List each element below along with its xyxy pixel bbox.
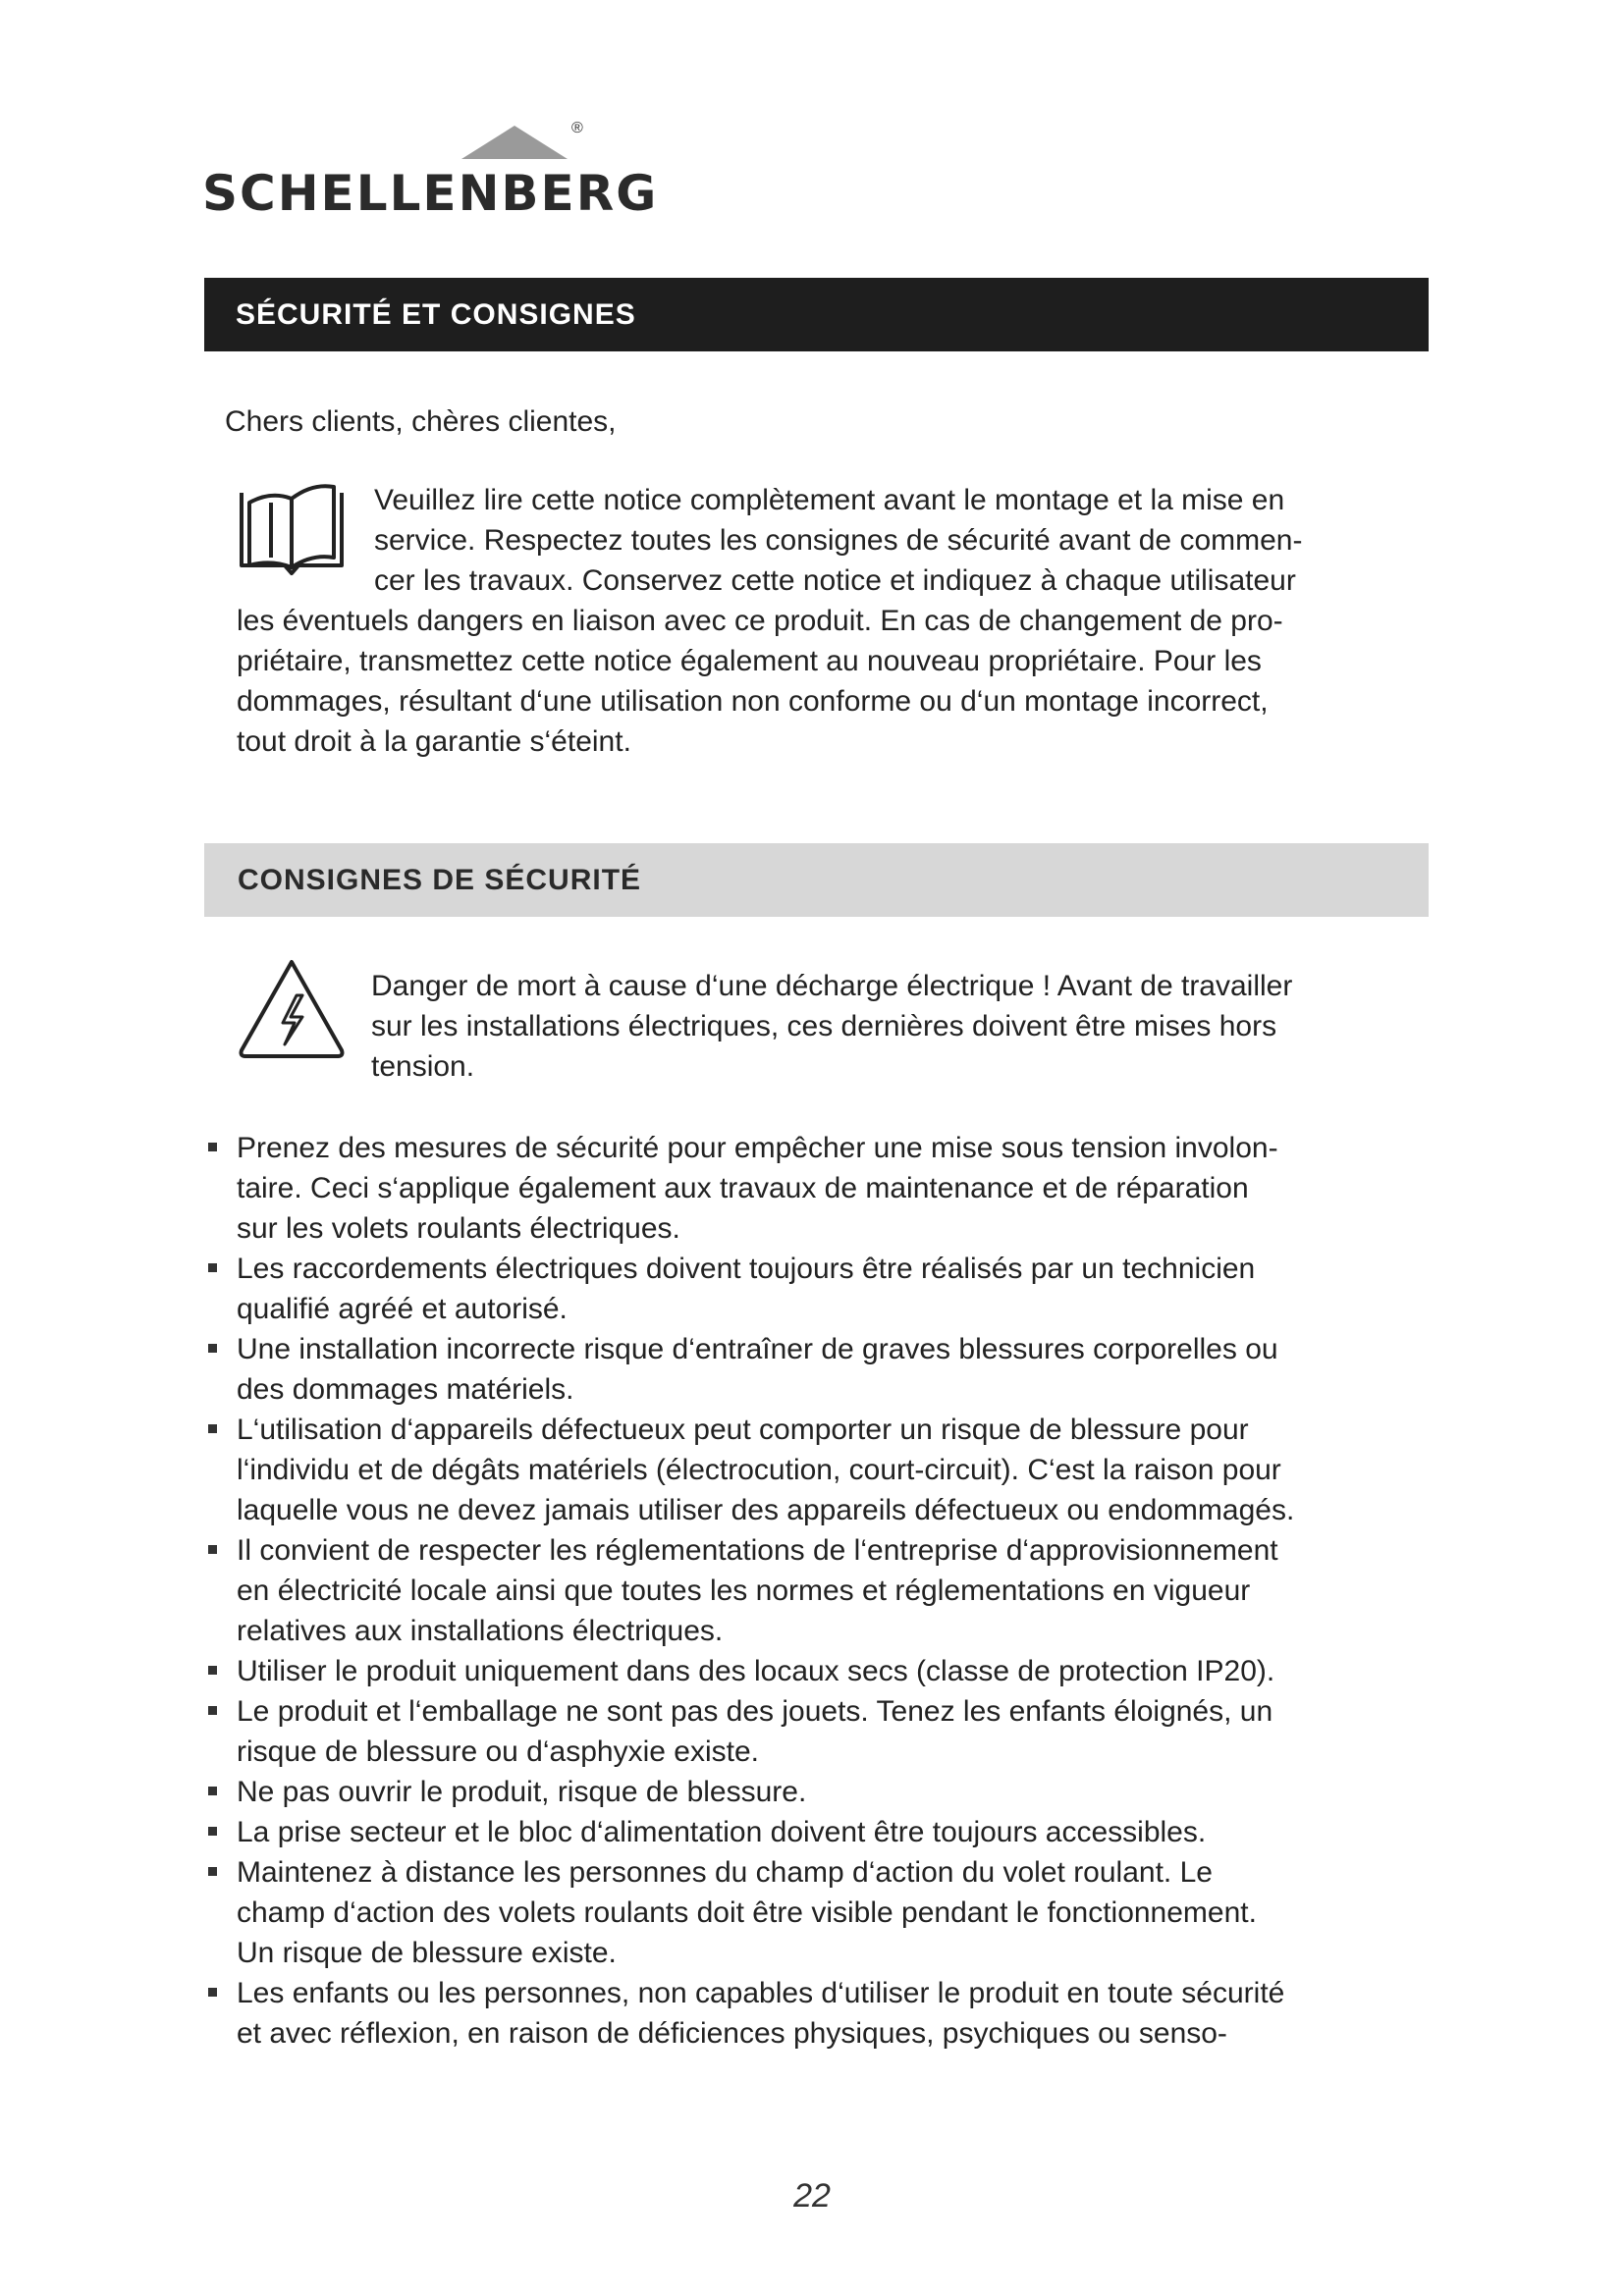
- bullet-line: La prise secteur et le bloc d‘alimentation doivent être toujours accessibles.: [237, 1816, 1207, 1848]
- intro-line: priétaire, transmettez cette notice également au nouveau propriétaire. Pour les: [237, 645, 1262, 677]
- bullet-line: Le produit et l‘emballage ne sont pas des jouets. Tenez les enfants éloignés, un: [237, 1695, 1273, 1728]
- electric-warning-icon: [234, 954, 350, 1062]
- logo-roof-icon: [461, 126, 568, 161]
- bullet-line: laquelle vous ne devez jamais utiliser des appareils défectueux ou endommagés.: [237, 1494, 1295, 1526]
- bullet-square-icon: [208, 1666, 217, 1675]
- bullet-square-icon: [208, 1988, 217, 1997]
- bullet-square-icon: [208, 1344, 217, 1353]
- bullet-line: risque de blessure ou d‘asphyxie existe.: [237, 1735, 759, 1768]
- bullet-square-icon: [208, 1424, 217, 1433]
- bullet-line: Utiliser le produit uniquement dans des locaux secs (classe de protection IP20).: [237, 1655, 1275, 1687]
- bullet-square-icon: [208, 1827, 217, 1836]
- bullet-line: en électricité locale ainsi que toutes les normes et réglementations en vigueur: [237, 1575, 1251, 1607]
- danger-line: sur les installations électriques, ces dernières doivent être mises hors: [371, 1010, 1277, 1042]
- bullet-item: [204, 1973, 1294, 2054]
- danger-line: Danger de mort à cause d‘une décharge électrique ! Avant de travailler: [371, 970, 1293, 1002]
- bullet-item: [204, 1772, 1294, 1812]
- section-header-safety: SÉCURITÉ ET CONSIGNES: [204, 278, 1429, 351]
- safety-bullet-list: [204, 1128, 1294, 2054]
- bullet-item: [204, 1249, 1294, 1329]
- intro-line: dommages, résultant d‘une utilisation non conforme ou d‘un montage incorrect,: [237, 685, 1269, 718]
- intro-line: tout droit à la garantie s‘éteint.: [237, 725, 631, 758]
- bullet-square-icon: [208, 1545, 217, 1554]
- bullet-item: [204, 1128, 1294, 1249]
- intro-paragraph: [237, 480, 1302, 762]
- bullet-square-icon: [208, 1263, 217, 1272]
- page-number: 22: [793, 2177, 831, 2215]
- bullet-item: [204, 1530, 1294, 1651]
- bullet-item: [204, 1410, 1294, 1530]
- bullet-line: qualifié agréé et autorisé.: [237, 1293, 568, 1325]
- bullet-line: Il convient de respecter les réglementations de l‘entreprise d‘approvisionnement: [237, 1534, 1278, 1567]
- bullet-square-icon: [208, 1787, 217, 1795]
- bullet-line: Une installation incorrecte risque d‘entraîner de graves blessures corporelles ou: [237, 1333, 1278, 1365]
- bullet-square-icon: [208, 1867, 217, 1876]
- bullet-line: Maintenez à distance les personnes du champ d‘action du volet roulant. Le: [237, 1856, 1213, 1889]
- bullet-item: [204, 1812, 1294, 1852]
- brand-name: SCHELLENBERG: [202, 165, 659, 222]
- bullet-item: [204, 1691, 1294, 1772]
- greeting: Chers clients, chères clientes,: [225, 405, 617, 438]
- bullet-square-icon: [208, 1706, 217, 1715]
- intro-line: les éventuels dangers en liaison avec ce produit. En cas de changement de pro-: [237, 605, 1283, 637]
- section-header-safety-instructions: CONSIGNES DE SÉCURITÉ: [204, 843, 1429, 917]
- bullet-line: Ne pas ouvrir le produit, risque de blessure.: [237, 1776, 807, 1808]
- bullet-line: des dommages matériels.: [237, 1373, 574, 1406]
- danger-notice: [371, 966, 1292, 1087]
- bullet-item: [204, 1329, 1294, 1410]
- bullet-line: Les raccordements électriques doivent toujours être réalisés par un technicien: [237, 1253, 1256, 1285]
- bullet-line: Les enfants ou les personnes, non capables d‘utiliser le produit en toute sécurité: [237, 1977, 1285, 2009]
- bullet-line: Un risque de blessure existe.: [237, 1937, 617, 1969]
- intro-line: Veuillez lire cette notice complètement avant le montage et la mise en: [374, 484, 1285, 516]
- bullet-line: sur les volets roulants électriques.: [237, 1212, 680, 1245]
- intro-line: service. Respectez toutes les consignes de sécurité avant de commen-: [374, 524, 1303, 557]
- bullet-line: Prenez des mesures de sécurité pour empêcher une mise sous tension involon-: [237, 1132, 1278, 1164]
- bullet-line: taire. Ceci s‘applique également aux travaux de maintenance et de réparation: [237, 1172, 1249, 1204]
- brand-logo: [202, 116, 659, 234]
- registered-mark: ®: [571, 120, 583, 136]
- bullet-line: L‘utilisation d‘appareils défectueux peut comporter un risque de blessure pour: [237, 1414, 1249, 1446]
- bullet-line: relatives aux installations électriques.: [237, 1615, 724, 1647]
- bullet-line: et avec réflexion, en raison de déficiences physiques, psychiques ou senso-: [237, 2017, 1227, 2050]
- bullet-square-icon: [208, 1143, 217, 1151]
- intro-line: cer les travaux. Conservez cette notice et indiquez à chaque utilisateur: [374, 564, 1296, 597]
- danger-line: tension.: [371, 1050, 475, 1083]
- bullet-item: [204, 1651, 1294, 1691]
- bullet-line: champ d‘action des volets roulants doit être visible pendant le fonctionnement.: [237, 1896, 1257, 1929]
- bullet-item: [204, 1852, 1294, 1973]
- bullet-line: l‘individu et de dégâts matériels (électrocution, court-circuit). C‘est la raison pour: [237, 1454, 1281, 1486]
